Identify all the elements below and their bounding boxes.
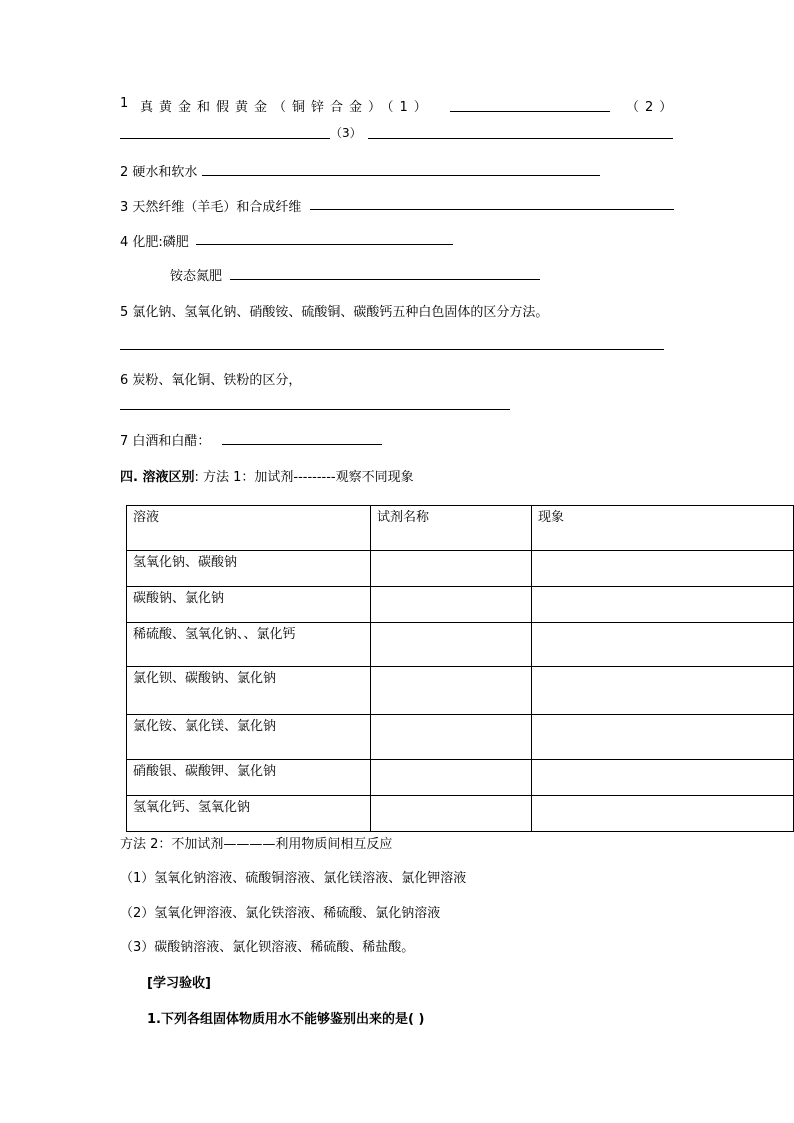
q1-answer-blank-1[interactable] <box>450 111 610 112</box>
q2-answer-blank[interactable] <box>202 175 600 176</box>
method2-text: 方法 2：不加试剂————利用物质间相互反应 <box>120 837 393 852</box>
q6-text: 6 炭粉、氧化铜、铁粉的区分， <box>120 373 302 388</box>
q7-text: 7 白酒和白醋： <box>120 434 211 449</box>
table-cell-phenomenon[interactable] <box>532 760 794 796</box>
q4-sub-text: 铵态氮肥 <box>170 269 223 284</box>
review-heading: [学习验收] <box>147 976 211 991</box>
q4-answer-blank-1[interactable] <box>196 244 453 245</box>
q3-text: 3 天然纤维（羊毛）和合成纤维 <box>120 200 302 215</box>
q1-number: 1 <box>120 96 129 111</box>
section4-heading-line <box>120 466 414 485</box>
table-cell-phenomenon[interactable] <box>532 796 794 832</box>
q1-text: 真黄金和假黄金（铜锌合金）（1） <box>140 100 433 115</box>
table-cell-reagent[interactable] <box>371 551 532 587</box>
table-cell-phenomenon[interactable] <box>532 623 794 667</box>
table-header-reagent: 试剂名称 <box>371 506 532 551</box>
table-cell-phenomenon[interactable] <box>532 587 794 623</box>
table-cell-solution: 氯化铵、氯化镁、氯化钠 <box>127 715 371 760</box>
table-cell-solution: 氯化钡、碳酸钠、氯化钠 <box>127 667 371 715</box>
table-row <box>127 551 794 587</box>
table-row <box>127 715 794 760</box>
table-cell-reagent[interactable] <box>371 667 532 715</box>
table-row <box>127 667 794 715</box>
table-cell-reagent[interactable] <box>371 587 532 623</box>
method2-item-2: （2）氢氧化钾溶液、氯化铁溶液、稀硫酸、氯化钠溶液 <box>120 906 441 921</box>
table-cell-reagent[interactable] <box>371 623 532 667</box>
table-row <box>127 587 794 623</box>
q1-answer-blank-3[interactable] <box>368 138 673 139</box>
table-cell-solution: 硝酸银、碳酸钾、氯化钠 <box>127 760 371 796</box>
q3-answer-blank[interactable] <box>310 209 674 210</box>
table-row <box>127 796 794 832</box>
table-cell-reagent[interactable] <box>371 760 532 796</box>
review-question-1: 1.下列各组固体物质用水不能够鉴别出来的是( ) <box>147 1012 425 1027</box>
q1-blank3-label: （3） <box>330 126 362 140</box>
table-row <box>127 760 794 796</box>
table-header-solution: 溶液 <box>127 506 371 551</box>
q5-answer-blank[interactable] <box>120 349 664 350</box>
q1-answer-blank-2[interactable] <box>120 138 330 139</box>
q4-text: 4 化肥:磷肥 <box>120 235 189 250</box>
section4-method1: : 方法 1：加试剂---------观察不同现象 <box>194 470 414 485</box>
q4-answer-blank-2[interactable] <box>230 279 540 280</box>
table-cell-phenomenon[interactable] <box>532 667 794 715</box>
method2-item-3: （3）碳酸钠溶液、氯化钡溶液、稀硫酸、稀盐酸。 <box>120 940 415 955</box>
method2-item-1: （1）氢氧化钠溶液、硫酸铜溶液、氯化镁溶液、氯化钾溶液 <box>120 871 467 886</box>
q5-text: 5 氯化钠、氢氧化钠、硝酸铵、硫酸铜、碳酸钙五种白色固体的区分方法。 <box>120 305 549 320</box>
q2-text: 2 硬水和软水 <box>120 165 198 180</box>
table-cell-reagent[interactable] <box>371 796 532 832</box>
table-cell-reagent[interactable] <box>371 715 532 760</box>
table-cell-phenomenon[interactable] <box>532 715 794 760</box>
table-cell-solution: 氢氧化钠、碳酸钠 <box>127 551 371 587</box>
table-header-phenomenon: 现象 <box>532 506 794 551</box>
table-cell-solution: 稀硫酸、氢氧化钠、、氯化钙 <box>127 623 371 667</box>
table-cell-solution: 碳酸钠、氯化钠 <box>127 587 371 623</box>
q6-answer-blank[interactable] <box>120 409 510 410</box>
table-cell-phenomenon[interactable] <box>532 551 794 587</box>
solution-table <box>126 505 794 832</box>
table-cell-solution: 氢氧化钙、氢氧化钠 <box>127 796 371 832</box>
q1-blank2-label: （2） <box>626 100 679 115</box>
table-header-row <box>127 506 794 551</box>
table-row <box>127 623 794 667</box>
section4-heading: 四. 溶液区别 <box>120 470 195 485</box>
q7-answer-blank[interactable] <box>222 444 382 445</box>
